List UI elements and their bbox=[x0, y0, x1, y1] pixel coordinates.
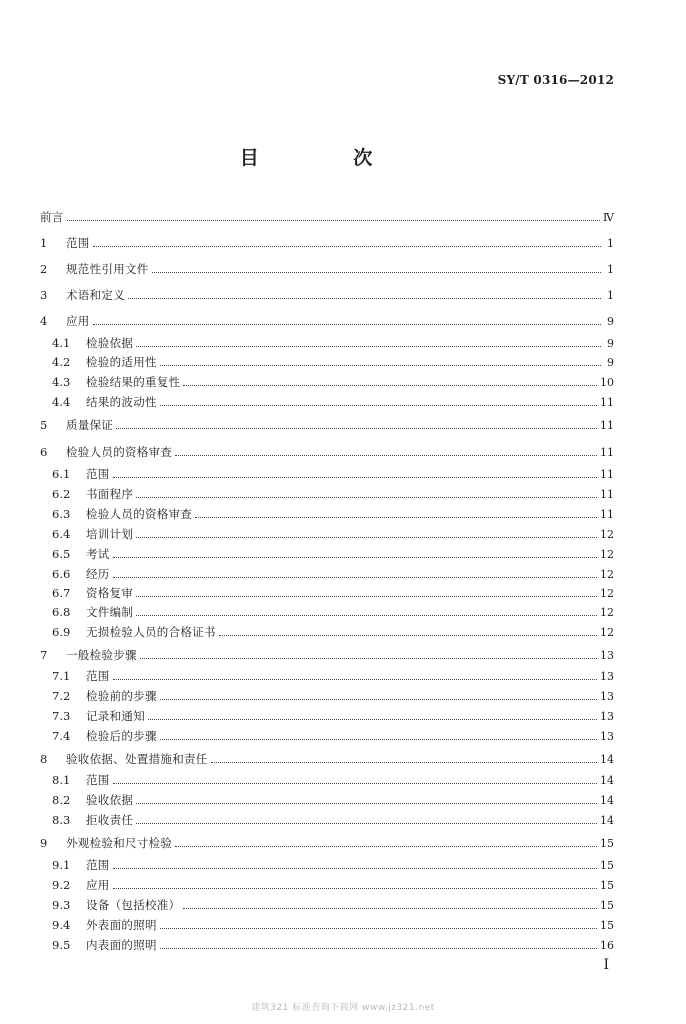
toc-leader-dots bbox=[175, 455, 597, 456]
toc-entry-label: 范围 bbox=[86, 669, 110, 683]
toc-leader-dots bbox=[136, 346, 601, 347]
toc-entry-label: 检验后的步骤 bbox=[86, 729, 157, 743]
toc-entry-number: 3 bbox=[40, 288, 48, 302]
toc-leader-dots bbox=[113, 783, 597, 784]
toc-entry-number: 8 bbox=[40, 752, 48, 766]
toc-entry-page: 15 bbox=[600, 898, 614, 912]
toc-entry-page: 12 bbox=[600, 625, 614, 639]
toc-entry-page: Ⅳ bbox=[603, 210, 614, 224]
toc-entry bbox=[52, 465, 614, 483]
toc-leader-dots bbox=[136, 497, 597, 498]
toc-entry-number: 5 bbox=[40, 418, 48, 432]
toc-entry-label: 应用 bbox=[66, 314, 90, 328]
toc-entry-number: 7 bbox=[40, 648, 48, 662]
toc-entry-number: 2 bbox=[40, 262, 48, 276]
toc-leader-dots bbox=[113, 888, 597, 889]
toc-entry-number: 1 bbox=[40, 236, 48, 250]
toc-entry-label: 一般检验步骤 bbox=[66, 648, 137, 662]
toc-entry-number: 9 bbox=[40, 836, 48, 850]
toc-leader-dots bbox=[219, 635, 597, 636]
toc-entry-label: 经历 bbox=[86, 567, 110, 581]
toc-leader-dots bbox=[136, 615, 597, 616]
toc-entry-label: 检验人员的资格审查 bbox=[86, 507, 193, 521]
toc-leader-dots bbox=[113, 577, 597, 578]
toc-entry-number: 6.5 bbox=[52, 547, 71, 561]
toc-leader-dots bbox=[113, 868, 597, 869]
toc-entry-label: 检验的适用性 bbox=[86, 355, 157, 369]
toc-entry bbox=[40, 834, 614, 852]
toc-entry-label: 范围 bbox=[86, 773, 110, 787]
toc-entry-number: 6.2 bbox=[52, 487, 71, 501]
toc-entry-label: 验收依据、处置措施和责任 bbox=[66, 752, 208, 766]
toc-leader-dots bbox=[195, 517, 597, 518]
toc-leader-dots bbox=[136, 823, 597, 824]
toc-leader-dots bbox=[67, 220, 600, 221]
toc-entry-page: 15 bbox=[600, 918, 614, 932]
toc-entry bbox=[40, 416, 614, 434]
toc-entry bbox=[52, 667, 614, 685]
toc-leader-dots bbox=[140, 658, 597, 659]
toc-entry-label: 无损检验人员的合格证书 bbox=[86, 625, 216, 639]
toc-entry bbox=[52, 334, 614, 352]
toc-entry bbox=[52, 505, 614, 523]
toc-entry-page: 13 bbox=[600, 669, 614, 683]
toc-entry bbox=[52, 707, 614, 725]
toc-entry-label: 设备（包括校准） bbox=[86, 898, 181, 912]
toc-entry bbox=[52, 373, 614, 391]
toc-entry-page: 15 bbox=[600, 836, 614, 850]
toc-entry bbox=[52, 896, 614, 914]
toc-entry-page: 15 bbox=[600, 878, 614, 892]
toc-entry-label: 考试 bbox=[86, 547, 110, 561]
toc-entry bbox=[52, 485, 614, 503]
toc-entry bbox=[52, 916, 614, 934]
toc-entry-number: 4.3 bbox=[52, 375, 71, 389]
toc-entry bbox=[52, 791, 614, 809]
toc-entry bbox=[52, 603, 614, 621]
toc-entry-page: 11 bbox=[600, 395, 614, 409]
watermark: 建筑321 标准查询下载网 www.jz321.net bbox=[251, 1003, 435, 1013]
toc-entry-page: 14 bbox=[600, 793, 614, 807]
toc-entry-page: 11 bbox=[600, 487, 614, 501]
toc-leader-dots bbox=[175, 846, 597, 847]
toc-entry bbox=[40, 286, 614, 304]
toc-entry bbox=[52, 727, 614, 745]
standard-code: SY/T 0316—2012 bbox=[497, 73, 614, 87]
toc-entry-label: 检验结果的重复性 bbox=[86, 375, 181, 389]
toc-leader-dots bbox=[136, 596, 597, 597]
toc-entry-number: 6.4 bbox=[52, 527, 71, 541]
toc-leader-dots bbox=[136, 537, 597, 538]
toc-entry bbox=[52, 353, 614, 371]
toc-entry-label: 规范性引用文件 bbox=[66, 262, 149, 276]
toc-entry bbox=[40, 208, 614, 226]
toc-entry-page: 12 bbox=[600, 567, 614, 581]
toc-entry-number: 9.5 bbox=[52, 938, 71, 952]
toc-entry bbox=[52, 687, 614, 705]
toc-entry-page: 12 bbox=[600, 547, 614, 561]
toc-leader-dots bbox=[148, 719, 597, 720]
toc-entry-number: 8.2 bbox=[52, 793, 71, 807]
toc-entry-page: 14 bbox=[600, 813, 614, 827]
toc-entry-label: 外观检验和尺寸检验 bbox=[66, 836, 173, 850]
toc-entry-number: 4.4 bbox=[52, 395, 71, 409]
page-title: 目 次 bbox=[239, 147, 417, 169]
toc-leader-dots bbox=[183, 908, 597, 909]
toc-leader-dots bbox=[160, 365, 601, 366]
toc-entry-label: 记录和通知 bbox=[86, 709, 145, 723]
toc-entry-page: 1 bbox=[607, 288, 614, 302]
toc-entry-number: 7.2 bbox=[52, 689, 71, 703]
toc-entry-number: 9.2 bbox=[52, 878, 71, 892]
toc-entry bbox=[52, 393, 614, 411]
toc-entry-page: 9 bbox=[607, 314, 614, 328]
toc-entry-page: 12 bbox=[600, 586, 614, 600]
toc-entry-label: 检验依据 bbox=[86, 336, 134, 350]
toc-entry-label: 结果的波动性 bbox=[86, 395, 157, 409]
toc-entry-number: 6.7 bbox=[52, 586, 71, 600]
toc-leader-dots bbox=[93, 246, 601, 247]
toc-entry-label: 范围 bbox=[66, 236, 90, 250]
toc-entry-number: 7.4 bbox=[52, 729, 71, 743]
toc-leader-dots bbox=[160, 405, 597, 406]
toc-entry-number: 6.9 bbox=[52, 625, 71, 639]
toc-leader-dots bbox=[160, 699, 597, 700]
toc-entry bbox=[52, 771, 614, 789]
toc-entry bbox=[52, 856, 614, 874]
toc-entry-page: 12 bbox=[600, 527, 614, 541]
toc-entry-page: 16 bbox=[600, 938, 614, 952]
toc-leader-dots bbox=[136, 803, 597, 804]
toc-entry bbox=[40, 750, 614, 768]
toc-entry bbox=[40, 234, 614, 252]
toc-entry-number: 9.4 bbox=[52, 918, 71, 932]
toc-leader-dots bbox=[128, 298, 601, 299]
toc-entry bbox=[52, 525, 614, 543]
toc-entry-number: 6.8 bbox=[52, 605, 71, 619]
toc-entry-page: 9 bbox=[607, 355, 614, 369]
toc-entry-number: 7.1 bbox=[52, 669, 71, 683]
toc-entry-label: 培训计划 bbox=[86, 527, 134, 541]
toc-entry bbox=[40, 312, 614, 330]
toc-entry-number: 6.3 bbox=[52, 507, 71, 521]
toc-entry-number: 4.2 bbox=[52, 355, 71, 369]
toc-entry-label: 范围 bbox=[86, 858, 110, 872]
toc-entry-page: 12 bbox=[600, 605, 614, 619]
toc-entry-page: 9 bbox=[607, 336, 614, 350]
toc-entry-page: 1 bbox=[607, 236, 614, 250]
toc-entry-page: 11 bbox=[600, 467, 614, 481]
toc-leader-dots bbox=[152, 272, 601, 273]
toc-entry bbox=[52, 584, 614, 602]
toc-entry-page: 10 bbox=[600, 375, 614, 389]
toc-entry-number: 8.1 bbox=[52, 773, 71, 787]
toc-entry bbox=[40, 443, 614, 461]
toc-entry bbox=[40, 646, 614, 664]
toc-entry-label: 外表面的照明 bbox=[86, 918, 157, 932]
toc-entry-label: 前言 bbox=[40, 210, 64, 224]
toc-leader-dots bbox=[160, 739, 597, 740]
toc-leader-dots bbox=[113, 557, 597, 558]
toc-entry-label: 内表面的照明 bbox=[86, 938, 157, 952]
toc-entry-number: 7.3 bbox=[52, 709, 71, 723]
toc-entry bbox=[52, 811, 614, 829]
toc-leader-dots bbox=[113, 679, 597, 680]
toc-entry-number: 6.6 bbox=[52, 567, 71, 581]
toc-entry bbox=[52, 876, 614, 894]
toc-entry bbox=[52, 623, 614, 641]
toc-entry bbox=[52, 565, 614, 583]
toc-entry bbox=[52, 545, 614, 563]
toc-entry-page: 13 bbox=[600, 648, 614, 662]
toc-entry-label: 应用 bbox=[86, 878, 110, 892]
toc-entry-label: 范围 bbox=[86, 467, 110, 481]
toc-entry-page: 11 bbox=[600, 418, 614, 432]
toc-entry-label: 检验前的步骤 bbox=[86, 689, 157, 703]
toc-entry-label: 术语和定义 bbox=[66, 288, 125, 302]
toc-leader-dots bbox=[160, 948, 597, 949]
toc-entry-number: 6.1 bbox=[52, 467, 71, 481]
toc-entry-page: 11 bbox=[600, 507, 614, 521]
toc-entry-label: 资格复审 bbox=[86, 586, 134, 600]
toc-entry-page: 14 bbox=[600, 773, 614, 787]
toc-entry-page: 14 bbox=[600, 752, 614, 766]
toc-entry-number: 8.3 bbox=[52, 813, 71, 827]
toc-entry-label: 书面程序 bbox=[86, 487, 134, 501]
toc-entry bbox=[40, 260, 614, 278]
toc-leader-dots bbox=[116, 428, 597, 429]
toc-leader-dots bbox=[93, 324, 601, 325]
toc-entry-number: 4.1 bbox=[52, 336, 71, 350]
toc-entry-label: 拒收责任 bbox=[86, 813, 134, 827]
toc-entry-label: 验收依据 bbox=[86, 793, 134, 807]
toc-entry-label: 质量保证 bbox=[66, 418, 114, 432]
toc-entry bbox=[52, 936, 614, 954]
toc-entry-number: 6 bbox=[40, 445, 48, 459]
toc-entry-page: 13 bbox=[600, 729, 614, 743]
toc-leader-dots bbox=[113, 477, 597, 478]
toc-entry-number: 9.3 bbox=[52, 898, 71, 912]
toc-leader-dots bbox=[183, 385, 597, 386]
page-number: I bbox=[603, 957, 609, 973]
toc-entry-page: 1 bbox=[607, 262, 614, 276]
toc-entry-page: 13 bbox=[600, 689, 614, 703]
toc-entry-label: 检验人员的资格审查 bbox=[66, 445, 173, 459]
toc-leader-dots bbox=[160, 928, 597, 929]
toc-entry-page: 11 bbox=[600, 445, 614, 459]
toc-entry-number: 4 bbox=[40, 314, 48, 328]
toc-entry-label: 文件编制 bbox=[86, 605, 134, 619]
toc-entry-page: 15 bbox=[600, 858, 614, 872]
toc-entry-page: 13 bbox=[600, 709, 614, 723]
toc-leader-dots bbox=[211, 762, 597, 763]
toc-entry-number: 9.1 bbox=[52, 858, 71, 872]
